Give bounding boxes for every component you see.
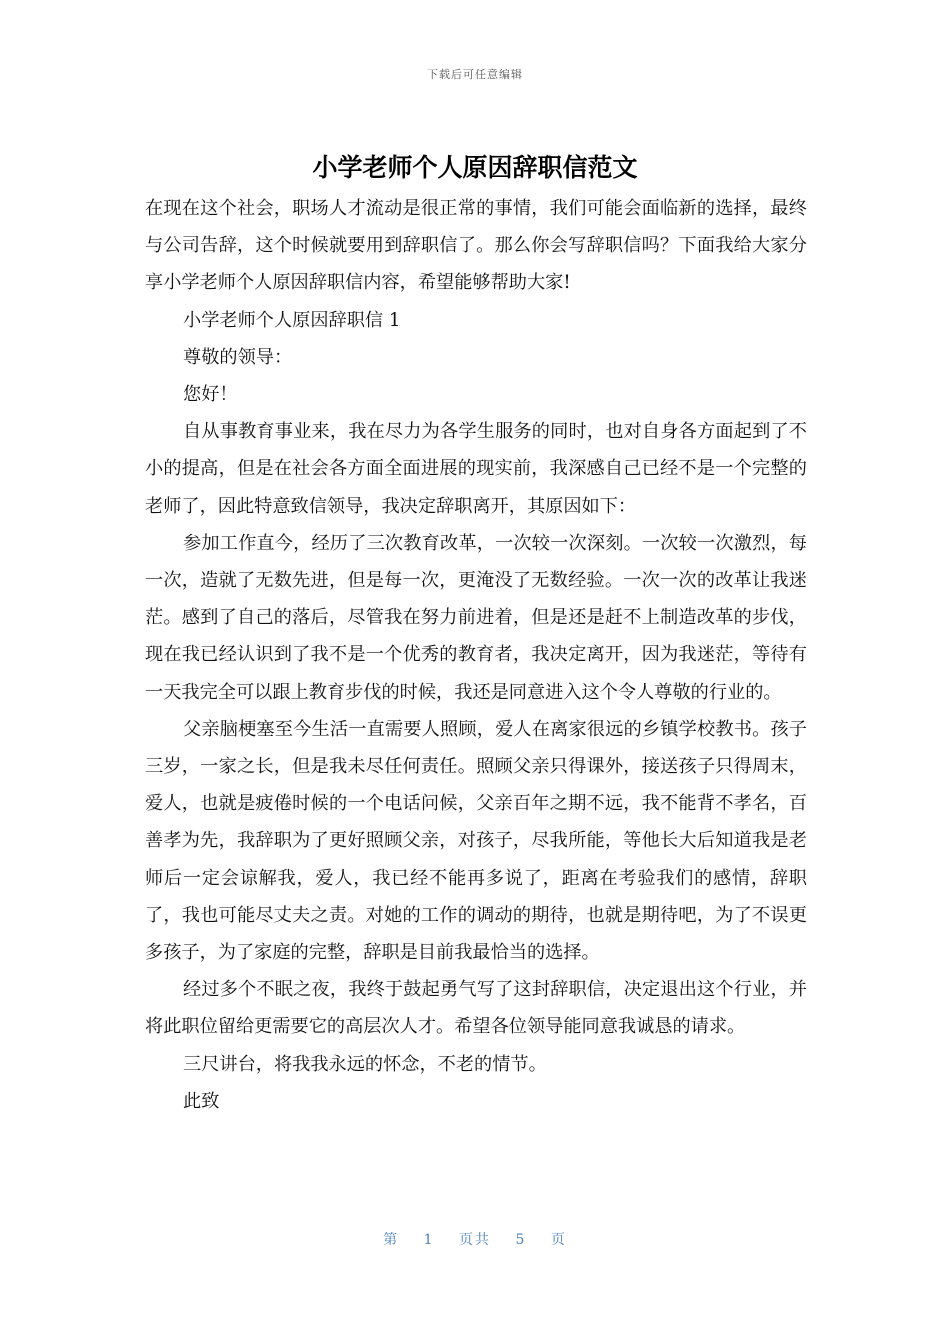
document-title: 小学老师个人原因辞职信范文 xyxy=(312,153,638,182)
body-paragraph: 父亲脑梗塞至今生活一直需要人照顾，爱人在离家很远的乡镇学校教书。孩子三岁，一家之长，但是我未尽任何责任。照顾父亲只得课外，接送孩子只得周末，爱人，也就是疲倦时候的一个电话问候，父亲百年之期不远，我不能背不孝名，百善孝为先，我辞职为了更好照顾父亲，对孩子，尽我所能，等他长大后知道我是老师后一定会谅解我，爱人，我已经不能再多说了，距离在考验我们的感情，辞职了，我也可能尽丈夫之责。对她的工作的调动的期待，也就是期待吧，为了不误更多孩子，为了家庭的完整，辞职是目前我最恰当的选择。 xyxy=(145,718,807,964)
body-paragraph: 三尺讲台，将我我永远的怀念，不老的情节。 xyxy=(183,1053,547,1075)
salutation: 尊敬的领导： xyxy=(183,346,293,368)
footer-suffix: 页 xyxy=(550,1232,567,1248)
closing-line: 此致 xyxy=(183,1090,220,1112)
intro-paragraph: 在现在这个社会，职场人才流动是很正常的事情，我们可能会面临新的选择，最终与公司告辞，这个时候就要用到辞职信了。那么你会写辞职信吗？下面我给大家分享小学老师个人原因辞职信内容，希望能够帮助大家! xyxy=(145,198,807,294)
section-heading: 小学老师个人原因辞职信 1 xyxy=(183,309,401,331)
body-paragraph: 经过多个不眠之夜，我终于鼓起勇气写了这封辞职信，决定退出这个行业，并将此职位留给更需要它的高层次人才。希望各位领导能同意我诚恳的请求。 xyxy=(145,979,807,1038)
greeting: 您好！ xyxy=(183,384,238,406)
header-note: 下载后可任意编辑 xyxy=(427,68,523,81)
document-body xyxy=(145,190,807,1120)
total-pages-number: 5 xyxy=(515,1232,527,1248)
footer-middle: 页共 xyxy=(459,1232,491,1248)
body-paragraph: 自从事教育事业来，我在尽力为各学生服务的同时，也对自身各方面起到了不小的提高，但是在社会各方面全面进展的现实前，我深感自己已经不是一个完整的老师了，因此特意致信领导，我决定辞职离开，其原因如下： xyxy=(145,421,807,517)
current-page-number: 1 xyxy=(423,1232,435,1248)
footer-prefix: 第 xyxy=(383,1232,400,1248)
body-paragraph: 参加工作直今，经历了三次教育改革，一次较一次深刻。一次较一次激烈，每一次，造就了无数先进，但是每一次，更淹没了无数经验。一次一次的改革让我迷茫。感到了自己的落后，尽管我在努力前进着，但是还是赶不上制造改革的步伐，现在我已经认识到了我不是一个优秀的教育者，我决定离开，因为我迷茫，等待有一天我完全可以跟上教育步伐的时候，我还是同意进入这个令人尊敬的行业的。 xyxy=(145,532,807,703)
page-footer xyxy=(0,1229,950,1249)
